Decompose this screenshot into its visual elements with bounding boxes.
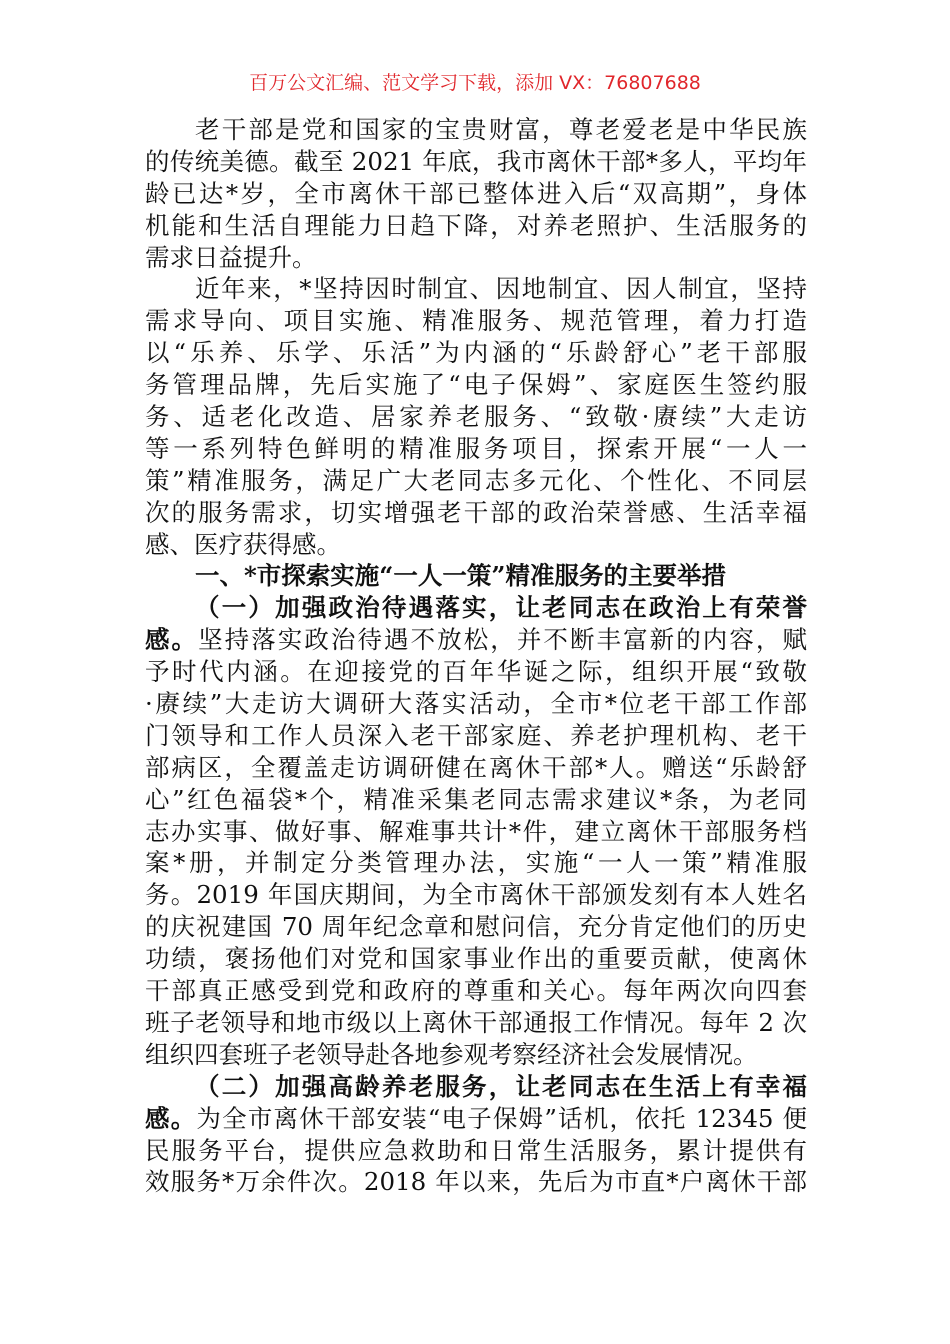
body-text: 务。2019 年国庆期间，为全市离休干部颁发刻有本人姓名: [145, 880, 807, 910]
text-line: [145, 975, 807, 1007]
text-line: [145, 784, 807, 816]
bold-text: （一）加强政治待遇落实，让老同志在政治上有荣誉: [195, 593, 807, 623]
body-text: 坚持落实政治待遇不放松，并不断丰富新的内容，赋: [198, 625, 807, 655]
body-text: 的庆祝建国 70 周年纪念章和慰问信，充分肯定他们的历史: [145, 912, 807, 942]
body-text: 策”精准服务，满足广大老同志多元化、个性化、不同层: [145, 465, 807, 495]
text-line: [145, 497, 807, 529]
text-line: [145, 1166, 807, 1198]
bold-text: 一、*市探索实施“一人一策”精准服务的主要举措: [195, 561, 726, 591]
body-text: 组织四套班子老领导赴各地参观考察经济社会发展情况。: [145, 1039, 758, 1069]
text-line: [145, 1039, 807, 1071]
body-text: 为全市离休干部安装“电子保姆”话机，依托 12345 便: [196, 1103, 807, 1133]
text-line: [145, 752, 807, 784]
bold-text: 感。: [145, 1103, 197, 1133]
text-line: [145, 1103, 807, 1135]
text-line: [145, 401, 807, 433]
text-line: [145, 273, 807, 305]
body-text: 干部真正感受到党和政府的尊重和关心。每年两次向四套: [145, 976, 807, 1006]
text-line: [145, 879, 807, 911]
body-text: 以“乐养、乐学、乐活”为内涵的“乐龄舒心”老干部服: [145, 338, 807, 368]
body-text: 案*册，并制定分类管理办法，实施“一人一策”精准服: [145, 848, 807, 878]
text-line: [145, 943, 807, 975]
document-body: [145, 114, 807, 1198]
text-line: [145, 847, 807, 879]
text-line: [145, 114, 807, 146]
body-text: 机能和生活自理能力日趋下降，对养老照护、生活服务的: [145, 210, 807, 240]
text-line: [145, 1007, 807, 1039]
body-text: 近年来，*坚持因时制宜、因地制宜、因人制宜，坚持: [195, 274, 807, 304]
body-text: ·赓续”大走访大调研大落实活动，全市*位老干部工作部: [145, 689, 807, 719]
text-line: [145, 592, 807, 624]
body-text: 功绩，褒扬他们对党和国家事业作出的重要贡献，使离休: [145, 944, 807, 974]
text-line: [145, 178, 807, 210]
text-line: [145, 529, 807, 561]
body-text: 门领导和工作人员深入老干部家庭、养老护理机构、老干: [145, 720, 807, 750]
body-text: 部病区，全覆盖走访调研健在离休干部*人。赠送“乐龄舒: [145, 752, 807, 782]
body-text: 次的服务需求，切实增强老干部的政治荣誉感、生活幸福: [145, 497, 807, 527]
text-line: [145, 1071, 807, 1103]
text-line: [145, 688, 807, 720]
body-text: 志办实事、做好事、解难事共计*件，建立离休干部服务档: [145, 816, 807, 846]
body-text: 等一系列特色鲜明的精准服务项目，探索开展“一人一: [145, 433, 807, 463]
body-text: 效服务*万余件次。2018 年以来，先后为市直*户离休干部: [145, 1167, 807, 1197]
text-line: [145, 146, 807, 178]
body-text: 需求日益提升。: [145, 242, 317, 272]
text-line: [145, 210, 807, 242]
body-text: 需求导向、项目实施、精准服务、规范管理，着力打造: [145, 306, 807, 336]
text-line: [145, 1135, 807, 1167]
body-text: 班子老领导和地市级以上离休干部通报工作情况。每年 2 次: [145, 1007, 807, 1037]
text-line: [145, 911, 807, 943]
body-text: 务、适老化改造、居家养老服务、“致敬·赓续”大走访: [145, 402, 807, 432]
body-text: 的传统美德。截至 2021 年底，我市离休干部*多人，平均年: [145, 146, 807, 176]
body-text: 心”红色福袋*个，精准采集老同志需求建议*条，为老同: [145, 784, 807, 814]
text-line: [145, 305, 807, 337]
body-text: 感、医疗获得感。: [145, 529, 341, 559]
watermark-banner: 百万公文汇编、范文学习下载，添加 VX：76807688: [249, 72, 701, 94]
body-text: 民服务平台，提供应急救助和日常生活服务，累计提供有: [145, 1135, 807, 1165]
bold-text: 感。: [145, 625, 199, 655]
body-text: 予时代内涵。在迎接党的百年华诞之际，组织开展“致敬: [145, 657, 807, 687]
body-text: 务管理品牌，先后实施了“电子保姆”、家庭医生签约服: [145, 370, 807, 400]
text-line: [145, 242, 807, 274]
text-line: [145, 433, 807, 465]
text-line: [145, 656, 807, 688]
text-line: [145, 560, 807, 592]
text-line: [145, 624, 807, 656]
text-line: [145, 465, 807, 497]
text-line: [145, 369, 807, 401]
text-line: [145, 337, 807, 369]
text-line: [145, 720, 807, 752]
bold-text: （二）加强高龄养老服务，让老同志在生活上有幸福: [195, 1071, 807, 1101]
text-line: [145, 816, 807, 848]
body-text: 老干部是党和国家的宝贵财富，尊老爱老是中华民族: [195, 115, 807, 144]
body-text: 龄已达*岁，全市离休干部已整体进入后“双高期”，身体: [145, 178, 807, 208]
